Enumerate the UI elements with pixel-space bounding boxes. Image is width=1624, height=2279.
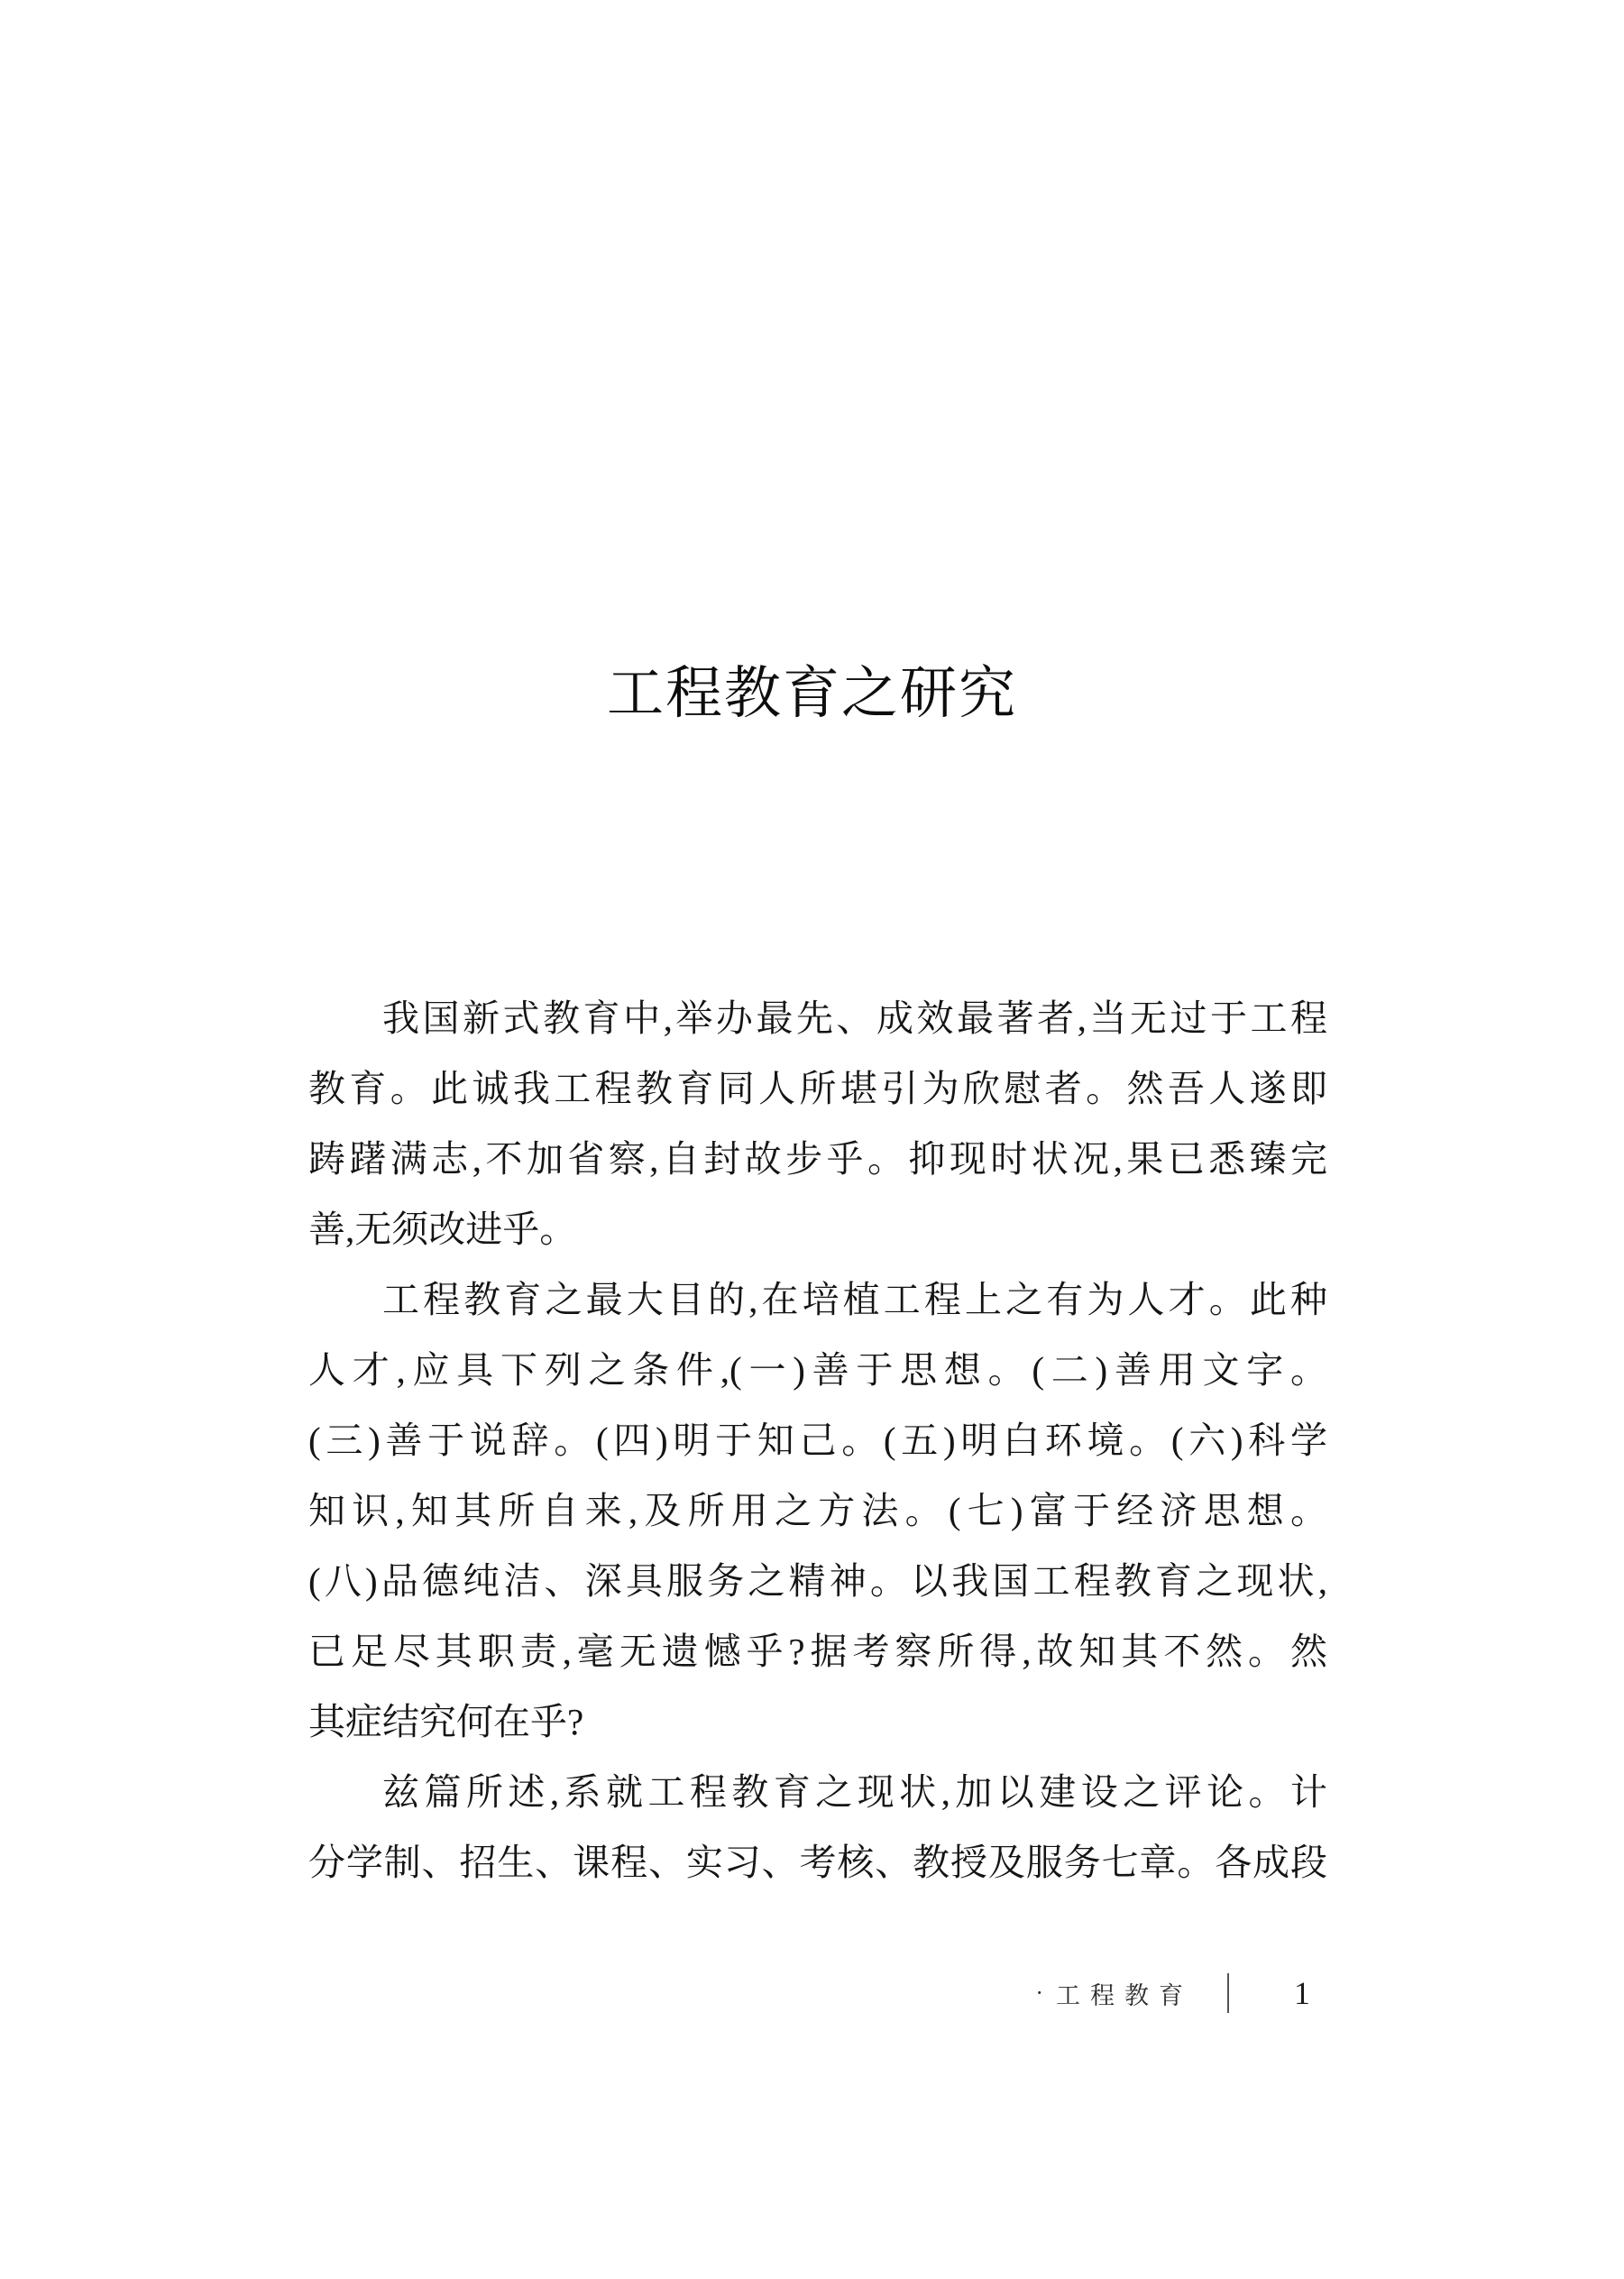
footer-running-title: 工程教育 xyxy=(1056,1981,1193,2009)
text-line-p2-l2: 人才,应具下列之条件,(一)善于思想。(二)善用文字。 xyxy=(308,1349,1327,1391)
text-line-p1-l3: 踌躇满志,不加省察,自封故步乎。抑现时状况,果已悉臻完 xyxy=(308,1138,1327,1180)
text-line-p2-l5: (八)品德纯洁、深具服务之精神。以我国工程教育之现状, xyxy=(308,1560,1327,1602)
text-line-p1-l1: 我国新式教育中,举办最先、成效最著者,当无过于工程 xyxy=(382,997,1327,1039)
text-line-p2-l6: 已足尽其职责,毫无遗憾乎?据考察所得,故知其不然。然 xyxy=(308,1631,1327,1672)
text-line-p1-l2: 教育。此诚我工程教育同人所堪引为欣慰者。然吾人遂即 xyxy=(308,1068,1327,1109)
text-line-p1-l4: 善,无须改进乎。 xyxy=(308,1208,577,1250)
text-line-p2-l3: (三)善于说辞。(四)明于知己。(五)明白环境。(六)科学 xyxy=(308,1420,1327,1461)
text-line-p2-l1: 工程教育之最大目的,在培植工程上之有为人才。此种 xyxy=(382,1279,1327,1320)
article-body xyxy=(308,983,1327,1898)
footer-page-number: 1 xyxy=(1294,1975,1310,2011)
text-line-p2-l7: 其症结究何在乎? xyxy=(308,1701,584,1742)
text-line-p3-l2: 分学制、招生、课程、实习、考核、教授及服务七章。各成段 xyxy=(308,1842,1327,1883)
text-line-p2-l4: 知识,知其所自来,及所用之方法。(七)富于经济思想。 xyxy=(308,1490,1327,1531)
footer-separator-bar xyxy=(1227,1973,1229,2013)
footer-dot-marker: · xyxy=(1035,1980,1043,2006)
chapter-title: 工程教育之研究 xyxy=(607,662,1017,725)
page-footer xyxy=(0,1966,1624,2020)
text-line-p3-l1: 兹篇所述,系就工程教育之现状,加以建设之评论。计 xyxy=(382,1771,1327,1813)
